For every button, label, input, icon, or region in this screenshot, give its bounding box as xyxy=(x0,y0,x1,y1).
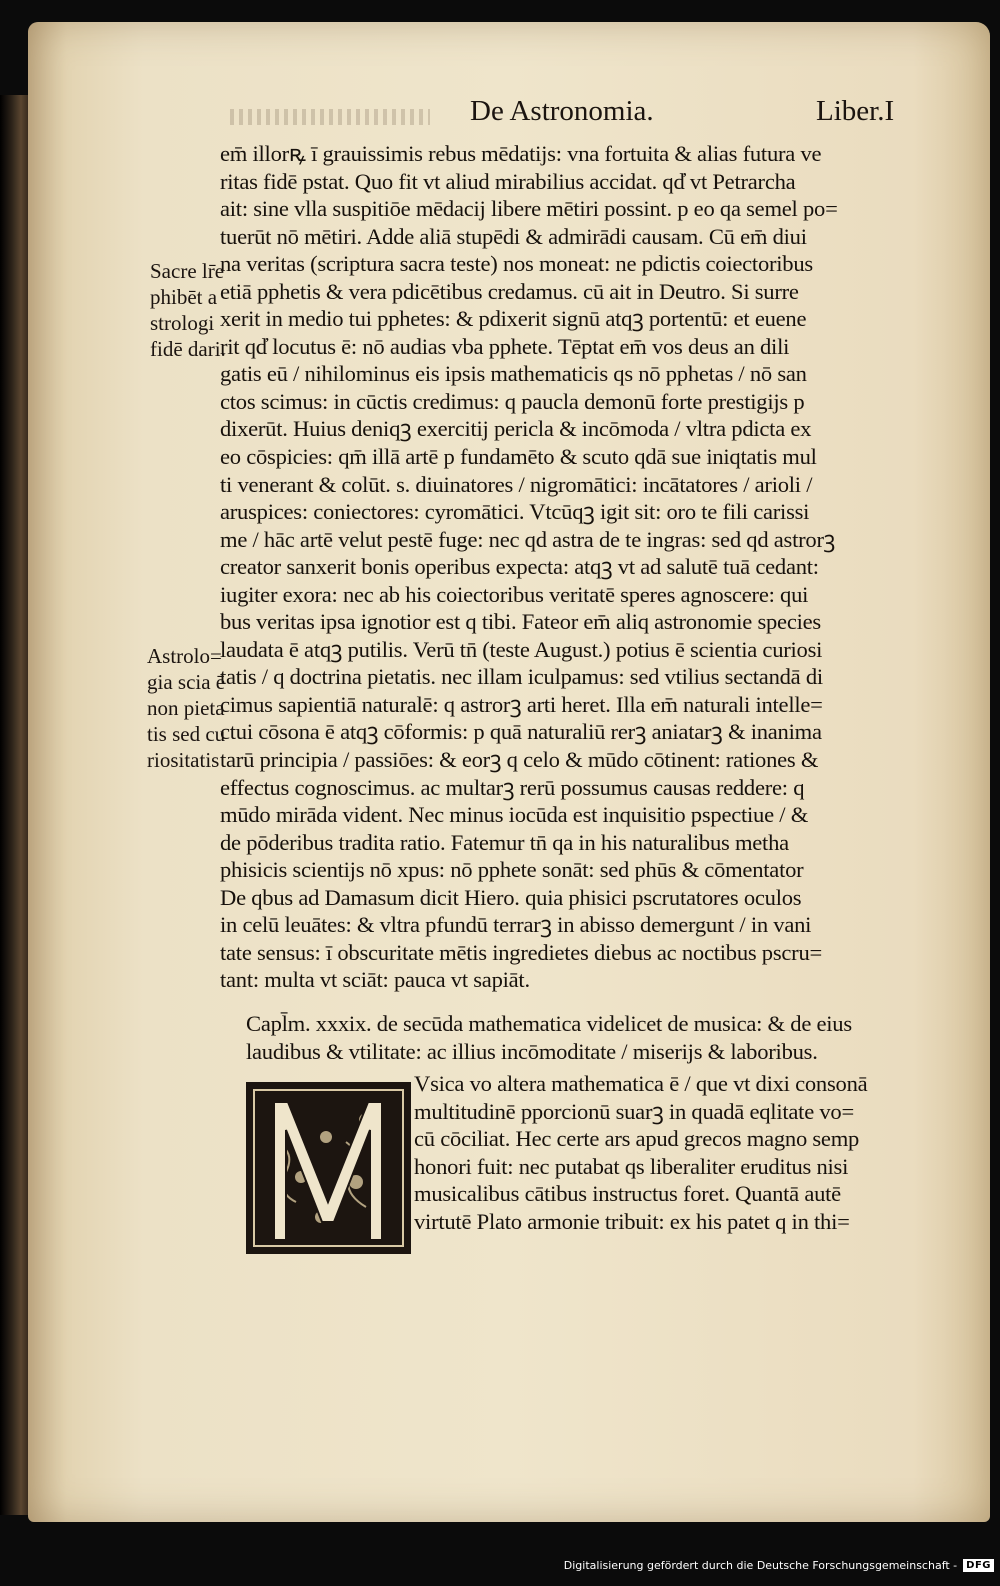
chapter-heading xyxy=(246,1010,926,1065)
text-line: iugiter exora: nec ab his coiectoribus veritatē speres agnoscere: qui xyxy=(220,581,809,607)
text-line: ritas fidē pstat. Quo fit vt aliud mirabilius accidat. qd̓ vt Petrarcha xyxy=(220,168,796,194)
marginal-line: Astrolo= xyxy=(147,644,222,668)
text-line: tarū principia / passiōes: & eorꝫ q celo & mūdo cōtinent: rationes & xyxy=(220,747,819,773)
text-line: em̄ illorꝶ ī grauissimis rebus mēdatijs: vna fortuita & alias futura ve xyxy=(220,141,822,166)
marginal-line: fidē dari. xyxy=(150,337,226,361)
text-line: tuerūt nō mētiri. Adde aliā stupēdi & admirādi causam. Cū em̄ diui xyxy=(220,223,807,249)
text-line: phisicis scientijs nō xpus: nō pphete sonāt: sed phūs & cōmentator xyxy=(220,857,804,883)
marginal-line: Sacre lr̄e xyxy=(150,259,225,283)
text-line: me / hāc artē velut pestē fuge: nec qd astra de te ingras: sed qd astrorꝫ xyxy=(220,526,836,552)
text-line: bus veritas ipsa ignotior est q tibi. Fateor em̄ aliq astronomie species xyxy=(220,609,821,635)
marginal-line: strologi xyxy=(150,311,215,335)
text-line: laudata ē atqꝫ putilis. Verū tn̄ (teste August.) potius ē scientia curiosi xyxy=(220,636,823,662)
text-line: creator sanxerit bonis operibus expecta: atqꝫ vt ad salutē tuā cedant: xyxy=(220,554,819,580)
text-line: cū cōciliat. Hec certe ars apud grecos magno semp xyxy=(414,1126,860,1151)
running-header xyxy=(0,95,1000,135)
text-line: ctui cōsona ē atqꝫ cōformis: p quā naturaliū rerꝫ aniatarꝫ & inanima xyxy=(220,719,822,745)
digitization-credit xyxy=(564,1553,994,1577)
text-line: ti venerant & colūt. s. diuinatores / nigromātici: incātatores / arioli / xyxy=(220,471,813,497)
show-through-bleed xyxy=(230,109,430,125)
marginal-line: phibēt a xyxy=(150,285,218,309)
text-line: ait: sine vlla suspitiōe mēdacij libere mētiri possint. p eo qa semel po= xyxy=(220,196,838,222)
book-spine xyxy=(0,95,28,1515)
text-line: etiā pphetis & vera pdicētibus credamus. cū ait in Deutro. Si surre xyxy=(220,278,799,304)
text-line: musicalibus cātibus instructus foret. Quantā autē xyxy=(414,1181,841,1206)
text-line: honori fuit: nec putabat qs liberaliter eruditus nisi xyxy=(414,1153,849,1179)
text-line: cimus sapientiā naturalē: q astrorꝫ arti heret. Illa em̄ naturali intelle= xyxy=(220,691,823,717)
text-line: eo cōspicies: qm̄ illā artē p fundamēto & scuto qdā sue iniqtatis mul xyxy=(220,444,817,470)
text-line: dixerūt. Huius deniqꝫ exercitij pericla & incōmoda / vltra pdicta ex xyxy=(220,416,812,442)
text-line: Vsica vo altera mathematica ē / que vt dixi consonā xyxy=(414,1071,868,1096)
text-line: virtutē Plato armonie tribuit: ex his patet q in thi= xyxy=(414,1208,850,1234)
main-text-block xyxy=(220,140,920,994)
book-number: Liber.I xyxy=(816,95,895,127)
text-line: tatis / q doctrina pietatis. nec illam iculpamus: sed vtilius sectandā di xyxy=(220,664,823,690)
credit-text: Digitalisierung gefördert durch die Deutsche Forschungsgemeinschaft - xyxy=(563,1558,958,1572)
text-line: aruspices: coniectores: cyromātici. Vtcūqꝫ igit sit: oro te fili carissi xyxy=(220,499,810,525)
marginal-line: gia scia ē xyxy=(147,670,226,694)
text-line: ctos scimus: in cūctis credimus: q paucla demonū forte prestigijs p xyxy=(220,388,805,414)
text-line: de pōderibus tradita ratio. Fatemur tn̄ qa in his naturalibus metha xyxy=(220,829,789,855)
text-line: xerit in medio tui pphetes: & pdixerit signū atqꝫ portentū: et euene xyxy=(220,306,807,332)
marginal-line: riositatis xyxy=(147,748,220,772)
chapter-heading-line: laudibus & vtilitate: ac illius incōmoditate / miserijs & laboribus. xyxy=(246,1038,818,1064)
text-line: effectus cognoscimus. ac multarꝫ rerū possumus causas reddere: q xyxy=(220,774,805,800)
text-line: tant: multa vt sciāt: pauca vt sapiāt. xyxy=(220,967,530,993)
text-line: in celū leuātes: & vltra pfundū terrarꝫ in abisso demergunt / in vani xyxy=(220,912,812,938)
chapter-body xyxy=(414,1070,934,1235)
marginal-line: non pieta xyxy=(147,696,225,720)
text-line: na veritas (scriptura sacra teste) nos moneat: ne pdictis coiectoribus xyxy=(220,251,813,277)
decorated-initial xyxy=(246,1082,411,1254)
marginal-line: tis sed cu xyxy=(147,722,226,746)
text-line: De qbus ad Damasum dicit Hiero. quia phisici pscrutatores oculos xyxy=(220,884,802,910)
text-line: rit qd̓ locutus ē: nō audias vba pphete. Tēptat em̄ vos deus an dili xyxy=(220,333,790,359)
chapter-heading-line: Capl̄m. xxxix. de secūda mathematica videlicet de musica: & de eius xyxy=(246,1011,852,1036)
dfg-logo: DFG xyxy=(963,1559,994,1572)
text-line: tate sensus: ī obscuritate mētis ingredietes diebus ac noctibus pscru= xyxy=(220,939,822,965)
marginal-note-1 xyxy=(150,258,226,362)
text-line: gatis eū / nihilominus eis ipsis mathematicis qs nō pphetas / nō san xyxy=(220,361,807,387)
page-title: De Astronomia. xyxy=(470,95,654,127)
text-line: mūdo mirāda vident. Nec minus iocūda est inquisitio pspectiue / & xyxy=(220,802,809,828)
text-line: multitudinē pporcionū suarꝫ in quadā eqlitate vo= xyxy=(414,1098,854,1124)
decorated-initial-m-icon xyxy=(246,1082,411,1254)
